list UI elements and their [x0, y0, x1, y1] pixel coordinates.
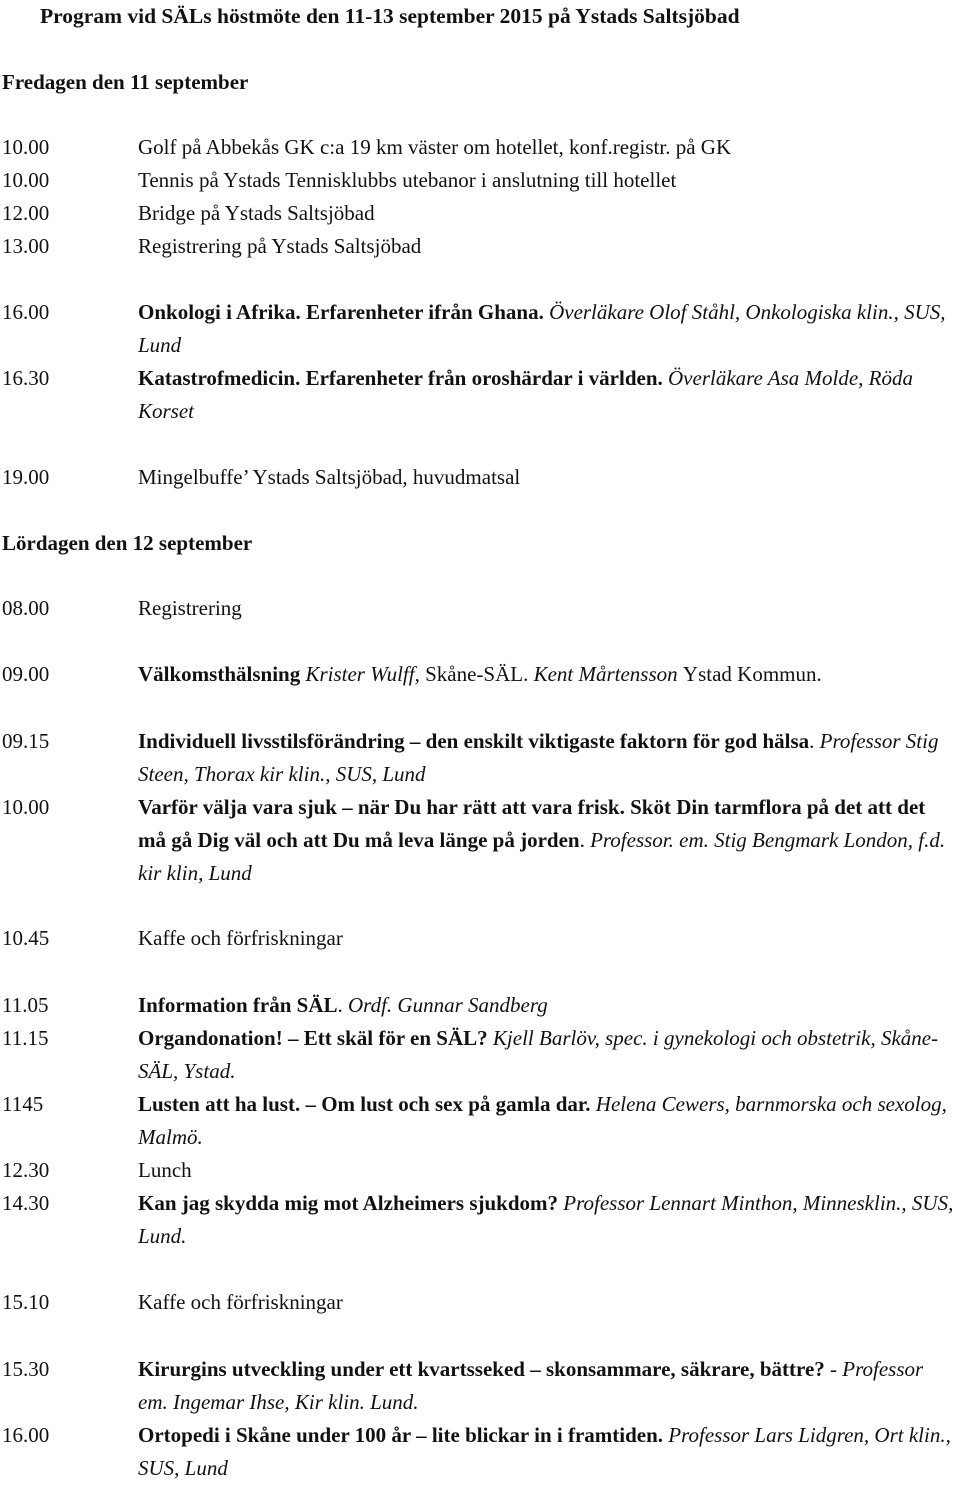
- entry-text: Skåne-SÄL.: [425, 662, 534, 686]
- entry-time: 15.30: [2, 1357, 50, 1381]
- entry-description: [138, 989, 958, 1022]
- entry-description: [138, 1088, 958, 1154]
- entry-time: 11.15: [2, 1026, 49, 1050]
- entry-topic: Välkomsthälsning: [138, 662, 306, 686]
- entry-time: 13.00: [2, 234, 50, 258]
- entry-description: [138, 197, 958, 230]
- entry-text: Ystad Kommun.: [682, 662, 822, 686]
- entry-description: [138, 164, 958, 197]
- entry-topic: Varför välja vara sjuk – när Du har rätt att vara frisk. Sköt Din tarmflora på det att det må gå Dig väl och att Du må leva länge på jorden: [138, 795, 926, 852]
- entry-time: 16.30: [2, 366, 50, 390]
- entry-speaker: Kjell Barlöv, spec. i gynekologi och obstetrik, Skåne-SÄL, Ystad.: [138, 1026, 939, 1083]
- entry-time: 10.00: [2, 168, 50, 192]
- entry-topic: Onkologi i Afrika. Erfarenheter ifrån Ghana.: [138, 300, 550, 324]
- entry-speaker: Professor Stig Steen, Thorax kir klin., SUS, Lund: [138, 729, 939, 786]
- entry-time: 12.00: [2, 201, 50, 225]
- entry-description: [138, 296, 958, 362]
- entry-time: 19.00: [2, 465, 50, 489]
- entry-description: [138, 1154, 958, 1187]
- day-heading-saturday: Lördagen den 12 september: [2, 531, 253, 555]
- entry-description: [138, 1419, 958, 1485]
- day-heading-friday: Fredagen den 11 september: [2, 70, 249, 94]
- entry-text: Kaffe och förfriskningar: [138, 926, 343, 950]
- entry-description: [138, 461, 958, 494]
- entry-topic: Individuell livsstilsförändring – den enskilt viktigaste faktorn för god hälsa: [138, 729, 810, 753]
- entry-topic: Ortopedi i Skåne under 100 år – lite blickar in i framtiden.: [138, 1423, 669, 1447]
- entry-description: [138, 725, 958, 791]
- entry-topic: Katastrofmedicin. Erfarenheter från oroshärdar i världen.: [138, 366, 669, 390]
- entry-topic: Organdonation! – Ett skäl för en SÄL?: [138, 1026, 493, 1050]
- entry-description: [138, 922, 958, 955]
- entry-description: [138, 1187, 958, 1253]
- entry-description: [138, 1353, 958, 1419]
- entry-description: [138, 592, 958, 625]
- entry-time: 09.00: [2, 662, 50, 686]
- entry-time: 11.05: [2, 993, 49, 1017]
- entry-text: Kaffe och förfriskningar: [138, 1290, 343, 1314]
- entry-time: 09.15: [2, 729, 50, 753]
- entry-speaker: - Professor em. Ingemar Ihse, Kir klin. Lund.: [138, 1357, 924, 1414]
- entry-text: .: [337, 993, 349, 1017]
- entry-description: [138, 362, 958, 428]
- entry-time: 10.45: [2, 926, 50, 950]
- entry-time: 14.30: [2, 1191, 50, 1215]
- entry-description: [138, 658, 958, 691]
- entry-text: Registrering på Ystads Saltsjöbad: [138, 234, 422, 258]
- entry-text: Tennis på Ystads Tennisklubbs utebanor i anslutning till hotellet: [138, 168, 677, 192]
- entry-text: Mingelbuffe’ Ystads Saltsjöbad, huvudmatsal: [138, 465, 521, 489]
- entry-time: 1145: [2, 1092, 44, 1116]
- entry-description: [138, 791, 958, 890]
- entry-speaker: Kent Mårtensson: [533, 662, 683, 686]
- entry-text: Bridge på Ystads Saltsjöbad: [138, 201, 375, 225]
- entry-time: 10.00: [2, 135, 50, 159]
- entry-text: .: [809, 729, 820, 753]
- entry-text: Registrering: [138, 596, 242, 620]
- page-title: Program vid SÄLs höstmöte den 11-13 september 2015 på Ystads Saltsjöbad: [40, 4, 740, 28]
- entry-speaker: Överläkare Asa Molde, Röda Korset: [138, 366, 913, 423]
- entry-text: Golf på Abbekås GK c:a 19 km väster om hotellet, konf.registr. på GK: [138, 135, 732, 159]
- entry-description: [138, 131, 958, 164]
- entry-text: .: [579, 828, 591, 852]
- entry-speaker: Ordf. Gunnar Sandberg: [348, 993, 548, 1017]
- entry-speaker: Överläkare Olof Ståhl, Onkologiska klin., SUS, Lund: [138, 300, 946, 357]
- entry-speaker: Krister Wulff,: [305, 662, 426, 686]
- entry-description: [138, 230, 958, 263]
- entry-time: 08.00: [2, 596, 50, 620]
- entry-topic: Lusten att ha lust. – Om lust och sex på gamla dar.: [138, 1092, 596, 1116]
- entry-speaker: Professor. em. Stig Bengmark London, f.d. kir klin, Lund: [138, 828, 946, 885]
- entry-speaker: Professor Lennart Minthon, Minnesklin., SUS, Lund.: [138, 1191, 954, 1248]
- entry-time: 16.00: [2, 300, 50, 324]
- entry-time: 16.00: [2, 1423, 50, 1447]
- entry-topic: Information från SÄL: [138, 993, 338, 1017]
- entry-topic: Kirurgins utveckling under ett kvartsseked – skonsammare, säkrare, bättre?: [138, 1357, 831, 1381]
- entry-text: Lunch: [138, 1158, 192, 1182]
- entry-time: 10.00: [2, 795, 50, 819]
- entry-speaker: Professor Lars Lidgren, Ort klin., SUS, Lund: [138, 1423, 951, 1480]
- entry-description: [138, 1286, 958, 1319]
- entry-time: 15.10: [2, 1290, 50, 1314]
- entry-description: [138, 1022, 958, 1088]
- entry-topic: Kan jag skydda mig mot Alzheimers sjukdom?: [138, 1191, 564, 1215]
- entry-speaker: Helena Cewers, barnmorska och sexolog, Malmö.: [138, 1092, 947, 1149]
- entry-time: 12.30: [2, 1158, 50, 1182]
